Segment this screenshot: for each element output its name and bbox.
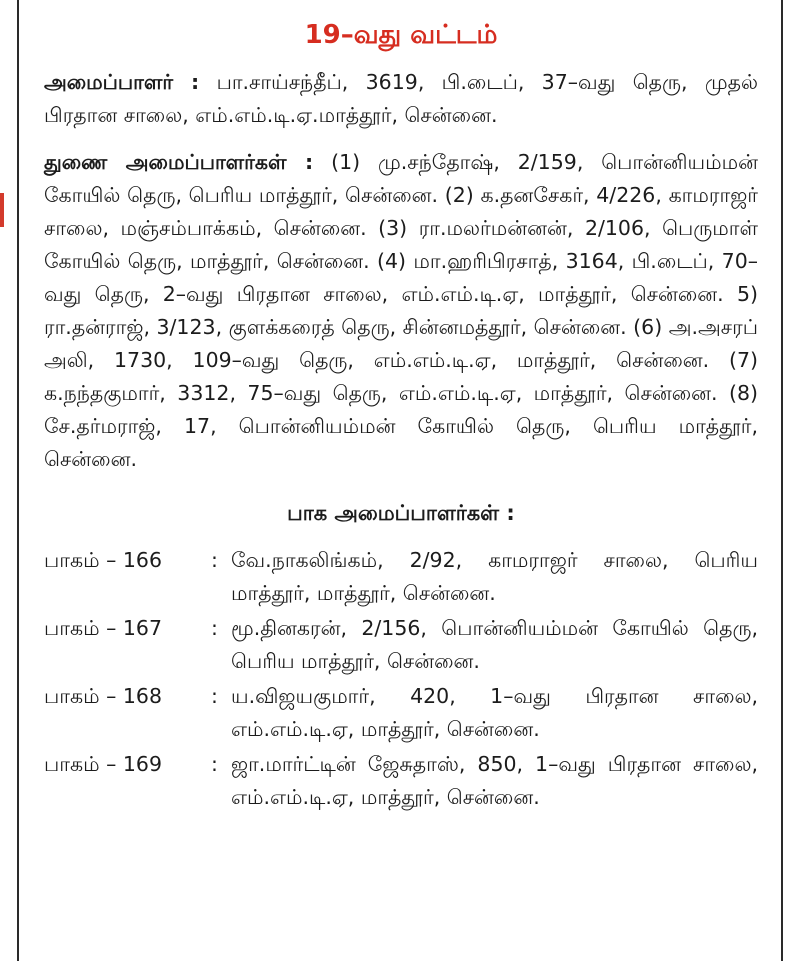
right-border [781, 0, 783, 961]
document-body [44, 0, 758, 816]
organizer-label: அமைப்பாளர் : [44, 70, 200, 94]
booth-label: பாகம் – 168 [44, 684, 162, 708]
booth-text: மூ.தினகரன், 2/156, பொன்னியம்மன் கோயில் தெரு, பெரிய மாத்தூர், சென்னை. [231, 616, 758, 673]
red-edge-marker [0, 193, 4, 227]
booth-entry-167 [44, 612, 758, 678]
booth-label: பாகம் – 167 [44, 616, 162, 640]
booth-colon: : [211, 752, 218, 776]
booth-colon: : [211, 616, 218, 640]
organizer-paragraph [44, 66, 758, 132]
booth-colon: : [211, 684, 218, 708]
deputy-organizers-label: துணை அமைப்பாளர்கள் : [44, 150, 314, 174]
organizer-text: பா.சாய்சந்தீப், 3619, பி.டைப், 37–வது தெரு, முதல் பிரதான சாலை, எம்.எம்.டி.ஏ.மாத்தூர், சென்னை. [44, 70, 758, 127]
booth-organizers-heading: பாக அமைப்பாளர்கள் : [287, 501, 515, 525]
booth-entry-166 [44, 544, 758, 610]
booth-text: வே.நாகலிங்கம், 2/92, காமராஜர் சாலை, பெரிய மாத்தூர், மாத்தூர், சென்னை. [231, 548, 758, 605]
booth-entry-168 [44, 680, 758, 746]
booth-label: பாகம் – 166 [44, 548, 162, 572]
booth-label: பாகம் – 169 [44, 752, 162, 776]
ward-heading: 19–வது வட்டம் [304, 20, 498, 50]
deputy-organizers-text: (1) மு.சந்தோஷ், 2/159, பொன்னியம்மன் கோயில் தெரு, பெரிய மாத்தூர், சென்னை. (2) க.தனசேகர், 4/226, காமராஜர் சாலை, மஞ்சம்பாக்கம், சென்னை. (3) ரா.மலர்மன்னன், 2/106, பெருமாள் கோயில் தெரு, மாத்தூர், சென்னை. (4) மா.ஹரிபிரசாத், 3164, பி.டைப், 70–வது தெரு, 2–வது பிரதான சாலை, எம்.எம்.டி.ஏ, மாத்தூர், சென்னை. 5) ரா.தன்ராஜ், 3/123, குளக்கரைத் தெரு, சின்னமத்தூர், சென்னை. (6) அ.அசரப் அலி, 1730, 109–வது தெரு, எம்.எம்.டி.ஏ, மாத்தூர், சென்னை. (7) க.நந்தகுமார், 3312, 75–வது தெரு, எம்.எம்.டி.ஏ, மாத்தூர், சென்னை. (8) சே.தர்மராஜ், 17, பொன்னியம்மன் கோயில் தெரு, பெரிய மாத்தூர், சென்னை. [44, 150, 758, 471]
booth-entry-169 [44, 748, 758, 814]
booth-list [44, 544, 758, 814]
booth-colon: : [211, 548, 218, 572]
booth-text: ஜா.மார்ட்டின் ஜேசுதாஸ், 850, 1–வது பிரதான சாலை, எம்.எம்.டி.ஏ, மாத்தூர், சென்னை. [231, 752, 758, 809]
deputy-organizers-paragraph [44, 146, 758, 476]
left-border [17, 0, 19, 961]
booth-text: ய.விஜயகுமார், 420, 1–வது பிரதான சாலை, எம்.எம்.டி.ஏ, மாத்தூர், சென்னை. [231, 684, 758, 741]
